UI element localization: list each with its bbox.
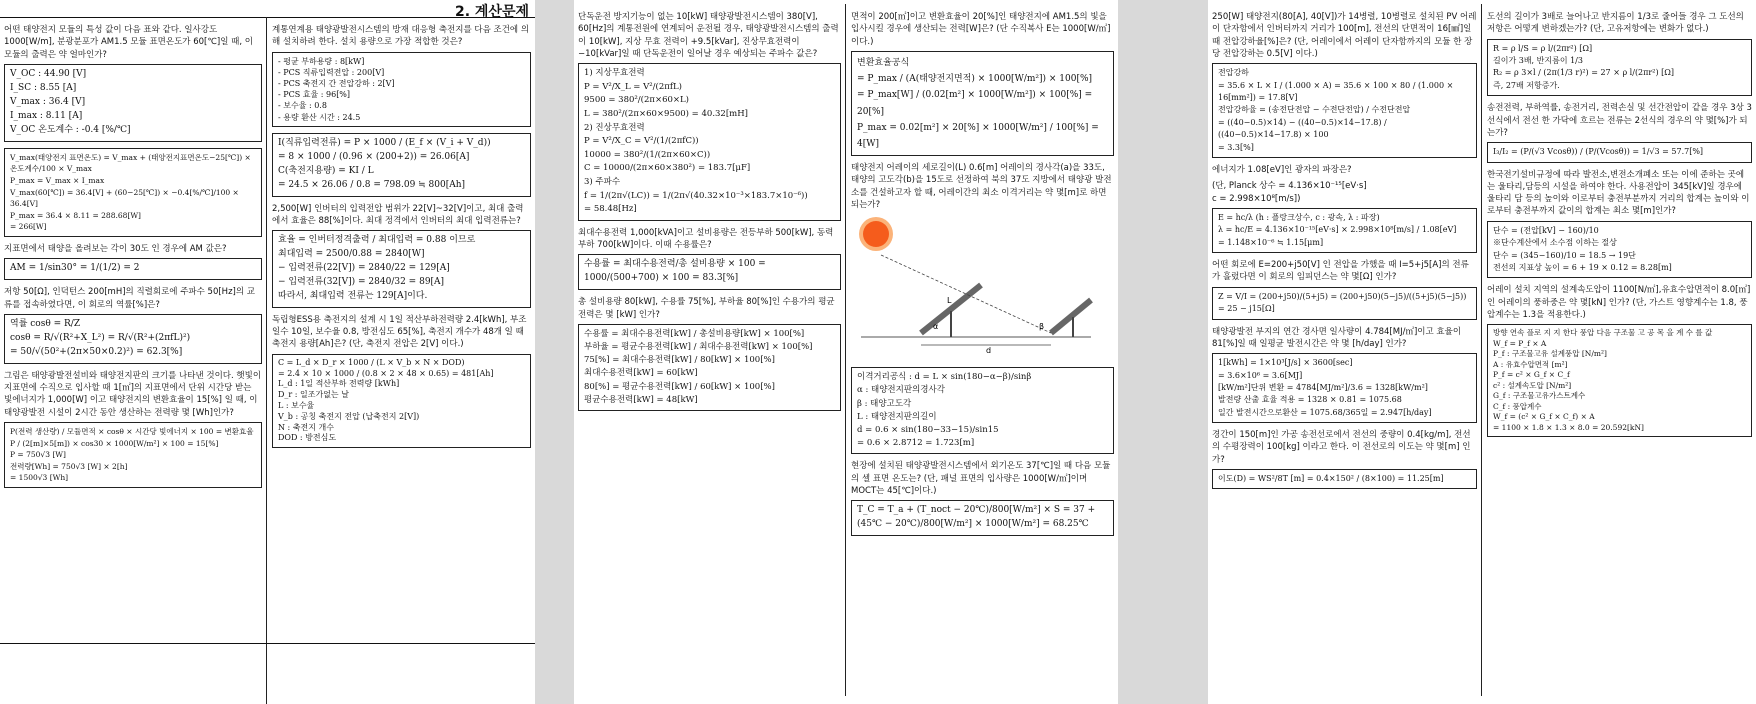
array-spacing-diagram bbox=[851, 221, 1114, 361]
q11-solution-box bbox=[851, 51, 1114, 156]
solution-line: = P_max / (A(태양전지면적) × 1000[W/m²]) × 100[%] bbox=[857, 74, 1093, 85]
data-line: - PCS 직류입력전압 : 200[V] bbox=[278, 67, 385, 77]
question-1: 어떤 태양전지 모듈의 특성 값이 다음 표와 같다. 일사강도 1000[W/m], 분광분포가 AM1.5 모듈 표면온도가 60[℃]일 때, 이 모듈의 출력은 약 얼마인가? bbox=[4, 25, 253, 60]
q1-data-line: I_SC : 8.55 [A] bbox=[10, 82, 77, 93]
solution-line: cosθ = R/√(R²+X_L²) = R/√(R²+(2πfL)²) bbox=[10, 332, 191, 343]
solution-line: P = V²/X_L = V²/(2πfL) bbox=[584, 81, 682, 92]
question-8: 단독운전 방지기능이 없는 10[kW] 태양광발전시스템이 380[V], 60[Hz]의 계통전원에 연계되어 운전될 경우, 태양광발전시스템의 출력이 10[kW], 지상 무효 전력이 +9.5[kVar], 진상무효전력이 −10[kVar]일 때 단독운전이 일어날 경우 예상되는 주파수 값은? bbox=[578, 12, 839, 59]
solution-line: N : 축전지 개수 bbox=[278, 422, 334, 432]
question-11: 면적이 200[㎡]이고 변환효율이 20[%]인 태양전지에 AM1.5의 빛을 입사시킬 경우에 생산되는 전력[W]은? (단 수직복사 E는 1000[W/㎡]이다.) bbox=[851, 12, 1111, 47]
solution-line: C = 10000/(2π×60×380²) = 183.7[μF] bbox=[584, 163, 751, 174]
solution-line: L : 태양전지판의길이 bbox=[857, 411, 937, 422]
solution-line: P = V²/X_C = V²/(1/(2πfC)) bbox=[584, 136, 699, 147]
question-20: 송전전력, 부하역률, 송전거리, 전력손실 및 선간전압이 같을 경우 3상 3선식에서 전선 한 가닥에 흐르는 전류는 2선식의 경우의 약 몇[%]가 되는가? bbox=[1487, 103, 1752, 138]
q1-data-line: V_max : 36.4 [V] bbox=[10, 96, 86, 107]
solution-line: = 58.48[Hz] bbox=[584, 204, 637, 215]
q5-data-box bbox=[272, 52, 531, 127]
q3-solution-box bbox=[4, 314, 262, 364]
solution-line: 3) 주파수 bbox=[584, 177, 621, 187]
data-line: - 평균 부하용량 : 8[kW] bbox=[278, 56, 365, 66]
q1-solution-box bbox=[4, 148, 262, 237]
page2-left-column bbox=[574, 4, 846, 696]
q16-solution-box bbox=[1212, 287, 1477, 320]
solution-line: P = 750√3 [W] bbox=[10, 450, 66, 460]
page-bottom-rule bbox=[0, 643, 535, 644]
q8-solution-box bbox=[578, 63, 841, 221]
solution-line: = 8 × 1000 / (0.96 × (200+2)) = 26.06[A] bbox=[278, 151, 470, 162]
solution-line: W_f = (c² × G_f × C_f) × A bbox=[1493, 412, 1595, 422]
solution-line: = 25 − j15[Ω] bbox=[1218, 304, 1275, 314]
solution-line: 즉, 27배 저항증가. bbox=[1493, 80, 1560, 90]
solution-line: P(전력 생산량) / 모듈면적 × cosθ × 시간당 빛에너지 × 100 = 변환효율 bbox=[10, 426, 254, 436]
solution-line: c² : 설계속도압 [N/m²] bbox=[1493, 380, 1572, 390]
question-9: 최대수용전력 1,000[kVA]이고 설비용량은 전등부하 500[kW], 동력부하 700[kW]이다. 이때 수용률은? bbox=[578, 227, 834, 251]
question-3: 저항 50[Ω], 인덕턴스 200[mH]의 직렬회로에 주파수 50[Hz]의 교류를 접속하였다면, 이 회로의 역률[%]은? bbox=[4, 287, 255, 310]
data-line: - PCS 효율 : 96[%] bbox=[278, 90, 351, 100]
solution-line: 최대수용전력[kW] = 60[kW] bbox=[584, 368, 698, 379]
solution-line: 전압강하 bbox=[1218, 68, 1249, 78]
label-beta: β bbox=[1039, 322, 1045, 332]
solution-line: I(직류입력전류) = P × 1000 / (E_f × (V_i + V_d)) bbox=[278, 137, 491, 148]
page1-right-column bbox=[268, 17, 535, 704]
solution-line: 80[%] = 평균수용전력[kW] / 60[kW] × 100[%] bbox=[584, 381, 775, 392]
q13-solution-box: T_C = T_a + (T_noct − 20℃)/800[W/m²] × S = 37 + (45℃ − 20℃)/800[W/m²] × 1000[W/m²] = 68.25℃ bbox=[851, 500, 1114, 536]
solution-line: V_max(태양전지 표면온도) = V_max + (태양전지표면온도−25[℃]) × 온도계수/100 × V_max bbox=[10, 152, 251, 174]
solution-line: 이격거리공식 : d = L × sin(180−α−β)/sinβ bbox=[857, 372, 1032, 383]
label-d: d bbox=[986, 346, 992, 356]
solution-line: DOD : 방전심도 bbox=[278, 433, 337, 443]
question-17: 태양광발전 부지의 연간 경사면 일사량이 4.784[MJ/㎡]이고 효율이 81[%]일 때 일평균 발전시간은 약 몇 [h/day] 인가? bbox=[1212, 326, 1462, 349]
q10-solution-box bbox=[578, 324, 841, 411]
solution-line: R = ρ l/S = ρ l/(2πr²) [Ω] bbox=[1493, 43, 1593, 53]
solution-line: 1) 지상무효전력 bbox=[584, 68, 645, 79]
solution-line: D_r : 일조가없는 날 bbox=[278, 390, 349, 400]
solution-line: L = 380²/(2π×60×9500) = 40.32[mH] bbox=[584, 109, 748, 120]
given-line: (단, Planck 상수 = 4.136×10⁻¹⁵[eV·s] bbox=[1212, 181, 1367, 192]
q9-solution-box: 수용률 = 최대수용전력/총 설비용량 × 100 = 1000/(500+700) × 100 = 83.3[%] bbox=[578, 254, 841, 290]
q4-solution-box bbox=[4, 422, 262, 488]
question-13: 현장에 설치된 태양광발전시스템에서 외기온도 37[℃]일 때 다음 모듈의 셀 표면 온도는? (단, 패널 표면의 입사량은 1000[W/㎡]이며 MOCT는 45[℃]이다.) bbox=[851, 461, 1111, 496]
q1-data-line: I_max : 8.11 [A] bbox=[10, 110, 83, 121]
solution-line: C = L_d × D_r × 1000 / (L × V_b × N × DOD) bbox=[278, 357, 465, 367]
q12-solution-box bbox=[851, 367, 1114, 454]
question-22: 어레이 설치 지역의 설계속도압이 1100[N/㎡],유효수압면적이 8.0[㎡]인 어레이의 풍하중은 약 몇[kN] 인가? (단, 가스트 영향계수는 1.8, 풍압계수는 1.3을 적용한다.) bbox=[1487, 285, 1751, 320]
question-4: 그림은 태양광발전설비와 태양전지판의 크기를 나타낸 것이다. 햇빛이 지표면에 수직으로 입사할 때 1[㎡]의 지표면에서 단위 시간당 받는 빛에너지가 1,000[W] 이고 태양전지의 변환효율이 15[%] 일 때, 이 태양광발전 시설이 2시간 동안 생산하는 전력량 몇 [Wh]인가? bbox=[4, 370, 262, 418]
sun-icon bbox=[863, 221, 889, 247]
solution-line: 단수 = (345−160)/10 = 18.5 → 19단 bbox=[1493, 250, 1636, 260]
page-3 bbox=[1208, 0, 1756, 704]
q5-solution-box bbox=[272, 133, 531, 197]
solution-line: 1[kWh] = 1×10³[J/s] × 3600[sec] bbox=[1218, 358, 1353, 368]
solution-line: P_max = V_max × I_max bbox=[10, 175, 105, 185]
page-title: 2. 계산문제 bbox=[0, 0, 535, 18]
q19-solution-box bbox=[1487, 39, 1752, 97]
solution-line: R₂ = ρ 3×l / (2π(1/3 r)²) = 27 × ρ l/(2πr²) [Ω] bbox=[1493, 68, 1674, 78]
solution-line: = 1100 × 1.8 × 1.3 × 8.0 = 20.592[kN] bbox=[1493, 422, 1644, 432]
label-L: L bbox=[947, 296, 952, 306]
solution-line: = 266[W] bbox=[10, 222, 47, 232]
solution-line: 따라서, 최대입력 전류는 129[A]이다. bbox=[278, 290, 428, 301]
question-2: 지표면에서 태양을 올려보는 각이 30도 인 경우에 AM 값은? bbox=[4, 244, 227, 254]
question-19: 도선의 길이가 3배로 늘어나고 반지름이 1/3로 줄어들 경우 그 도선의 저항은 어떻게 변하겠는가? (단, 고유저항에는 변화가 없다.) bbox=[1487, 12, 1744, 35]
solution-line: 변환효율공식 bbox=[857, 57, 910, 68]
q1-data-box bbox=[4, 64, 262, 142]
data-line: - PCS 축전지 간 전압강하 : 2[V] bbox=[278, 79, 395, 88]
q15-given bbox=[1212, 180, 1477, 205]
page2-right-column bbox=[847, 4, 1118, 696]
solution-line: 발전량 산출 효율 적용 = 1328 × 0.81 = 1075.68 bbox=[1218, 395, 1402, 405]
page-1 bbox=[0, 0, 535, 704]
question-16: 어떤 회로에 E=200+j50[V] 인 전압을 가했을 때 I=5+j5[A]의 전류가 흘렀다면 이 회로의 임피던스는 약 몇[Ω] 인가? bbox=[1212, 260, 1469, 283]
solution-line: 9500 = 380²/(2π×60×L) bbox=[584, 95, 689, 106]
q1-data-line: V_OC 온도계수 : -0.4 [%/℃] bbox=[10, 124, 131, 135]
solution-line: C(축전지용량) = KI / L bbox=[278, 165, 374, 176]
solution-line: G_f : 구조물고유가스트계수 bbox=[1493, 391, 1586, 401]
q6-solution-box bbox=[272, 230, 531, 308]
solution-line: 방향 연속 플로 지 지 한다 풍압 다음 구조물 고 공 목 을 계 수 를 값 bbox=[1493, 328, 1713, 338]
solution-line: P_f : 구조물고유 설계풍압 [N/m²] bbox=[1493, 349, 1607, 359]
page3-left-column bbox=[1208, 4, 1482, 696]
solution-line: L : 보수율 bbox=[278, 400, 315, 410]
question-15: 에너지가 1.08[eV]인 광자의 파장은? bbox=[1212, 164, 1352, 175]
solution-line: f = 1/(2π√(LC)) = 1/(2π√(40.32×10⁻³×183.7×10⁻⁶)) bbox=[584, 190, 808, 201]
solution-line: 전력량[Wh] = 750√3 [W] × 2[h] bbox=[10, 461, 128, 471]
solution-line: P / (2[m]×5[m]) × cos30 × 1000[W/m²] × 100 = 15[%] bbox=[10, 438, 219, 448]
q22-solution-box bbox=[1487, 324, 1752, 437]
solution-line: = P_max[W] / (0.02[m²] × 1000[W/m²]) × 100[%] = 20[%] bbox=[857, 90, 1093, 117]
question-10: 총 설비용량 80[kW], 수용률 75[%], 부하율 80[%]인 수용가의 평균전력은 몇 [kW] 인가? bbox=[578, 297, 835, 320]
solution-line: 일간 발전시간으로환산 = 1075.68/365일 = 2.947[h/day] bbox=[1218, 407, 1432, 417]
solution-line: P_f = c² × G_f × C_f bbox=[1493, 370, 1570, 380]
solution-line: Z = V/I = (200+j50)/(5+j5) = (200+j50)(5−j5)/((5+j5)(5−j5)) bbox=[1218, 291, 1467, 301]
solution-line: [kW/m²]단위 변환 = 4784[MJ/m²]/3.6 = 1328[kW/m²] bbox=[1218, 382, 1428, 392]
solution-line: 길이가 3배, 반지름이 1/3 bbox=[1493, 56, 1583, 66]
solution-line: 전선의 지표상 높이 = 6 + 19 × 0.12 = 8.28[m] bbox=[1493, 262, 1672, 272]
solution-line: − 입력전류(32[V]) = 2840/32 = 89[A] bbox=[278, 276, 445, 287]
question-14: 250[W] 태양전지(80[A], 40[V])가 14병렬, 10병렬로 설치된 PV 어레이 단자함에서 인버터까지 거리가 100[m], 전선의 단면적이 16[㎟]일 때 전압강하율[%]은? (단, 어레이에서 어레이 단자함까지의 모듈 한 장당 전압강하는 0.5[V] 이다.) bbox=[1212, 12, 1477, 59]
array-spacing-figure bbox=[851, 245, 1101, 355]
solution-line: V_b : 공칭 축전지 전압 (납축전지 2[V]) bbox=[278, 411, 420, 421]
label-alpha: α bbox=[933, 322, 939, 332]
solution-line: A : 유효수압면적 [m²] bbox=[1493, 359, 1568, 369]
question-5: 계통연계용 태양광발전시스템의 방재 대응형 축전지를 다음 조건에 의해 설치하려 한다. 설치 용량으로 가장 적합한 것은? bbox=[272, 25, 530, 48]
question-6: 2,500[W] 인버터의 입력전압 범위가 22[V]~32[V]이고, 최대 출력에서 효율은 88[%]이다. 최대 정격에서 인버터의 최대 입력전류는? bbox=[272, 203, 524, 226]
solution-line: d = 0.6 × sin(180−33−15)/sin15 bbox=[857, 425, 999, 435]
solution-line: α : 태양전지판의경사각 bbox=[857, 385, 945, 396]
page-2 bbox=[574, 0, 1118, 704]
solar-panel-2 bbox=[1051, 300, 1091, 333]
solution-line: L_d : 1일 적산부하 전력량 [kWh] bbox=[278, 379, 400, 389]
solution-line: E = hc/λ (h : 플랑크상수, c : 광속, λ : 파장) bbox=[1218, 212, 1380, 222]
solution-line: 효율 = 인버터정격출력 / 최대입력 = 0.88 이므로 bbox=[278, 235, 476, 246]
data-line: - 용량 환산 시간 : 24.5 bbox=[278, 112, 361, 122]
solution-line: = ((40−0.5)×14) − ((40−0.5)×14−17.8) / ((40−0.5)×14−17.8) × 100 bbox=[1218, 117, 1387, 140]
q21-solution-box bbox=[1487, 221, 1752, 279]
solution-line: 부하율 = 평균수용전력[kW] / 최대수용전력[kW] × 100[%] bbox=[584, 342, 813, 353]
q2-solution-box: AM = 1/sin30° = 1/(1/2) = 2 bbox=[4, 258, 262, 280]
solution-line: β : 태양고도각 bbox=[857, 398, 912, 409]
solution-line: = 24.5 × 26.06 / 0.8 = 798.09 ≒ 800[Ah] bbox=[278, 179, 466, 190]
solution-line: 역률 cosθ = R/Z bbox=[10, 318, 81, 329]
solution-line: W_f = P_f × A bbox=[1493, 338, 1547, 348]
solution-line: 평균수용전력[kW] = 48[kW] bbox=[584, 394, 698, 405]
solution-line: = 3.6×10⁶ = 3.6[MJ] bbox=[1218, 370, 1303, 380]
solution-line: = 35.6 × L × I / (1.000 × A) = 35.6 × 100 × 80 / (1.000 × 16[mm²]) = 17.8[V] bbox=[1218, 80, 1454, 103]
q14-solution-box bbox=[1212, 63, 1477, 158]
q17-solution-box bbox=[1212, 353, 1477, 423]
solution-line: = 1.148×10⁻⁶ ≒ 1.15[μm] bbox=[1218, 237, 1324, 247]
data-line: - 보수율 : 0.8 bbox=[278, 101, 327, 111]
question-12: 태양전지 어레이의 세로길이(L) 0.6[m] 어레이의 경사각(a)을 33도, 태양의 고도각(b)을 15도로 선정하여 북의 37도 지방에서 태양광 발전소를 건설하고자 할 때, 어레이간의 최소 이격거리는 약 몇[m]로 하면 되는가? bbox=[851, 163, 1112, 210]
solution-line: 수용률 = 최대수용전력[kW] / 총설비용량[kW] × 100[%] bbox=[584, 328, 805, 339]
question-18: 경간이 150[m]인 가공 송전선로에서 전선의 중량이 0.4[kg/m], 전선의 수평장력이 100[kg] 이라고 한다. 이 전선로의 이도는 약 몇[m] 인가? bbox=[1212, 430, 1471, 465]
q18-solution-box: 이도(D) = WS²/8T [m] = 0.4×150² / (8×100) = 11.25[m] bbox=[1212, 469, 1477, 489]
solution-line: − 입력전류(22[V]) = 2840/22 = 129[A] bbox=[278, 263, 450, 273]
solution-line: 전압강하율 = (송전단전압 − 수전단전압) / 수전단전압 bbox=[1218, 105, 1411, 115]
solution-line: 단수 = (전압[kV] − 160)/10 bbox=[1493, 225, 1599, 235]
q15-solution-box bbox=[1212, 208, 1477, 253]
given-line: c = 2.998×10⁸[m/s]) bbox=[1212, 193, 1301, 204]
solution-line: = 3.3[%] bbox=[1218, 142, 1254, 152]
solution-line: V_max(60[℃]) = 36.4[V] + (60−25[℃]) × −0.4[%/℃]/100 × 36.4[V] bbox=[10, 187, 239, 209]
question-21: 한국전기설비규정에 따라 발전소,변전소개폐소 또는 이에 준하는 곳에는 울타리,담등의 시설을 하여야 한다. 사용전압이 345[kV]일 경우에 울타리 담 등의 높이와 이로부터 충전부분까지 거리의 합계는 높이와 이로부터 충전부까지 값이의 합계는 최소 몇[m]인가? bbox=[1487, 169, 1750, 217]
solution-line: P_max = 36.4 × 8.11 = 288.68[W] bbox=[10, 210, 141, 220]
solution-line: λ = hc/E = 4.136×10⁻¹⁵[eV·s] × 2.998×10⁸[m/s] / 1.08[eV] bbox=[1218, 225, 1457, 235]
solution-line: 75[%] = 최대수용전력[kW] / 80[kW] × 100[%] bbox=[584, 355, 775, 366]
solution-line: P_max = 0.02[m²] × 20[%] × 1000[W/m²] / 100[%] = 4[W] bbox=[857, 122, 1099, 149]
question-7: 독립형ESS용 축전지의 설계 시 1일 적산부하전력량 2.4[kWh], 부조일수 10일, 보수율 0.8, 방전심도 65[%], 축전지 개수가 48개 일 때 축전지 용량[Ah]은? (단, 축전지 전압은 2[V] 이다.) bbox=[272, 314, 527, 350]
solution-line: 10000 = 380²/(1/(2π×60×C)) bbox=[584, 149, 711, 160]
page3-right-column bbox=[1483, 4, 1756, 696]
page1-left-column bbox=[0, 17, 267, 704]
solution-line: ※단수계산에서 소수점 이하는 절상 bbox=[1493, 238, 1617, 248]
solution-line: = 2.4 × 10 × 1000 / (0.8 × 2 × 48 × 0.65) = 481[Ah] bbox=[278, 368, 494, 378]
q7-solution-box bbox=[272, 354, 531, 448]
solution-line: 최대입력 = 2500/0.88 = 2840[W] bbox=[278, 249, 425, 260]
q1-data-line: V_OC : 44.90 [V] bbox=[10, 68, 87, 79]
solution-line: C_f : 풍압계수 bbox=[1493, 401, 1542, 411]
q20-solution-box: I₃/I₂ = (P/(√3 Vcosθ)) / (P/(Vcosθ)) = 1/√3 = 57.7[%] bbox=[1487, 142, 1752, 162]
solution-line: 2) 진상무효전력 bbox=[584, 122, 645, 133]
solution-line: = 1500√3 [Wh] bbox=[10, 473, 69, 483]
solution-line: = 0.6 × 2.8712 = 1.723[m] bbox=[857, 438, 975, 449]
solution-line: = 50/√(50²+(2π×50×0.2)²) = 62.3[%] bbox=[10, 346, 183, 357]
